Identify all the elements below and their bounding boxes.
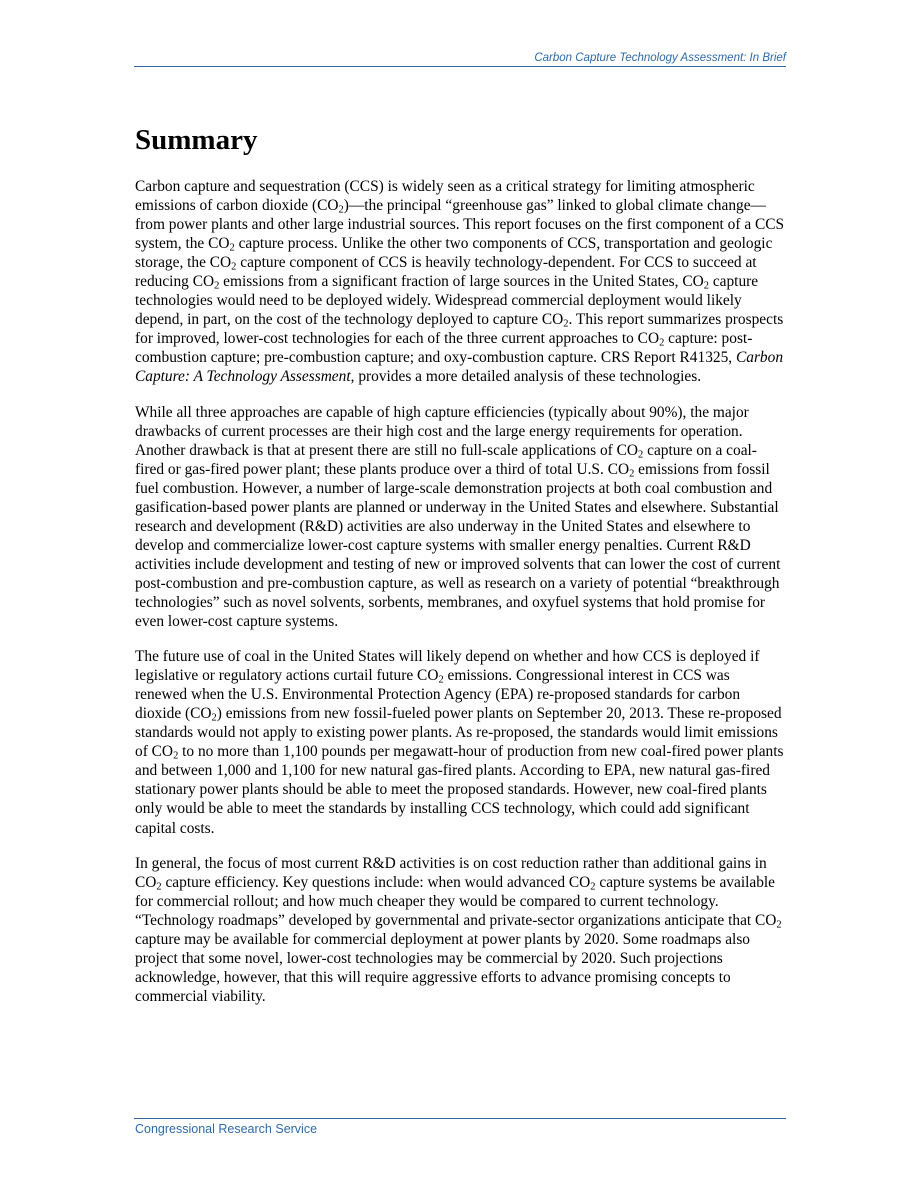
text-run: ) emissions from new fossil-fueled power plants on September 20, 2013. These re-proposed standards would not apply to existing power plants. As re-proposed, the standards would limit emissions of CO [135, 705, 782, 761]
text-run: to no more than 1,100 pounds per megawatt-hour of production from new coal-fired power plants and between 1,000 and 1,100 for new natural gas-fired plants. According to EPA, new natural gas-fired stationary power plants should be able to meet the proposed standards. However, new coal-fired plants only would be able to meet the standards by installing CCS technology, which could add significant capital costs. [135, 743, 784, 837]
text-run: capture may be available for commercial deployment at power plants by 2020. Some roadmaps also project that some novel, lower-cost technologies may be commercial by 2020. Such projections acknowledge, however, that this will require aggressive efforts to advance promising concepts to commercial viability. [135, 930, 751, 1005]
paragraph-3 [135, 647, 785, 837]
text-run: Carbon capture and sequestration (CCS) is widely seen as a critical strategy for limiting atmospheric emissions of carbon dioxide (CO [135, 178, 755, 215]
subscript: 2 [638, 449, 644, 461]
text-run: capture systems be available for commercial rollout; and how much cheaper they would be compared to current technology. “Technology roadmaps” developed by governmental and private-sector organizations anticipate that CO [135, 873, 777, 929]
footer-rule [134, 1118, 786, 1119]
running-header: Carbon Capture Technology Assessment: In Brief [134, 52, 786, 67]
subscript: 2 [229, 242, 235, 254]
subscript: 2 [776, 919, 782, 931]
summary-body [135, 177, 785, 1022]
page-title: Summary [135, 124, 258, 156]
subscript: 2 [231, 261, 237, 273]
subscript: 2 [438, 674, 444, 686]
text-run: In general, the focus of most current R&D activities is on cost reduction rather than additional gains in CO [135, 854, 767, 891]
text-run: The future use of coal in the United States will likely depend on whether and how CCS is deployed if legislative or regulatory actions curtail future CO [135, 648, 760, 685]
subscript: 2 [338, 204, 344, 216]
text-run: While all three approaches are capable of high capture efficiencies (typically about 90%), the major drawbacks of current processes are their high cost and the large energy requirements for operation. Another drawback is that at present there are still no full-scale applications of CO [135, 403, 749, 459]
subscript: 2 [156, 881, 162, 893]
text-run: capture process. Unlike the other two components of CCS, transportation and geologic storage, the CO [135, 235, 773, 272]
text-run: emissions from fossil fuel combustion. However, a number of large-scale demonstration projects at both coal combustion and gasification-based power plants are planned or underway in the United States and elsewhere. Substantial research and development (R&D) activities are also underway in the United States and elsewhere to develop and commercialize lower-cost capture systems with smaller energy penalties. Current R&D activities include development and testing of new or improved solvents that can lower the cost of current post-combustion and pre-combustion capture, as well as research on a variety of potential “breakthrough technologies” such as novel solvents, sorbents, membranes, and oxyfuel systems that hold promise for even lower-cost capture systems. [135, 460, 781, 631]
subscript: 2 [173, 750, 179, 762]
subscript: 2 [629, 468, 635, 480]
subscript: 2 [563, 318, 569, 330]
paragraph-1 [135, 177, 785, 387]
subscript: 2 [703, 280, 709, 292]
text-run: capture: post-combustion capture; pre-combustion capture; and oxy-combustion capture. CRS Report R41325, [135, 330, 753, 367]
subscript: 2 [214, 280, 220, 292]
text-run: . This report summarizes prospects for improved, lower-cost technologies for each of the three current approaches to CO [135, 311, 784, 348]
text-run: capture component of CCS is heavily technology-dependent. For CCS to succeed at reducing CO [135, 254, 757, 291]
subscript: 2 [211, 712, 217, 724]
text-run: )—the principal “greenhouse gas” linked to global climate change—from power plants and other large industrial sources. This report focuses on the first component of a CCS system, the CO [135, 197, 785, 253]
paragraph-2 [135, 403, 785, 632]
subscript: 2 [590, 881, 596, 893]
report-title: Carbon Capture: A Technology Assessment [135, 349, 784, 386]
paragraph-4 [135, 854, 785, 1006]
text-run: capture technologies would need to be deployed widely. Widespread commercial deployment would likely depend, in part, on the cost of the technology deployed to capture CO [135, 273, 759, 329]
text-run: emissions from a significant fraction of large sources in the United States, CO [219, 273, 704, 291]
text-run: , provides a more detailed analysis of these technologies. [350, 368, 702, 386]
subscript: 2 [659, 337, 665, 349]
page-footer: Congressional Research Service [135, 1122, 318, 1136]
text-run: emissions. Congressional interest in CCS was renewed when the U.S. Environmental Protection Agency (EPA) re-proposed standards for carbon dioxide (CO [135, 667, 741, 723]
text-run: capture on a coal-fired or gas-fired power plant; these plants produce over a third of total U.S. CO [135, 441, 757, 478]
text-run: capture efficiency. Key questions include: when would advanced CO [161, 873, 591, 891]
